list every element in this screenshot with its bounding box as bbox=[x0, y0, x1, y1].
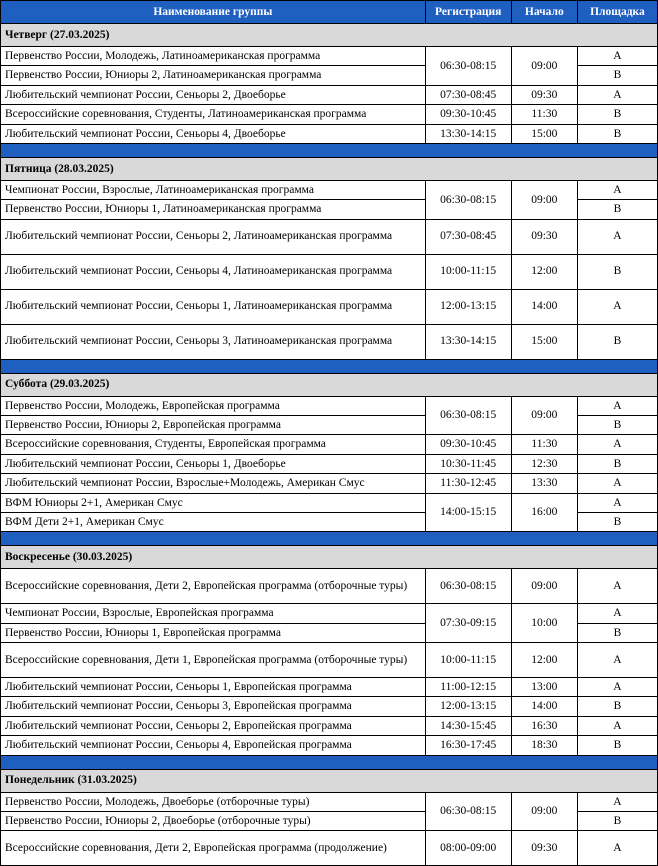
group-name-cell: Любительский чемпионат России, Сеньоры 2, Европейская программа bbox=[1, 716, 426, 735]
day-title: Воскресенье (30.03.2025) bbox=[1, 546, 658, 569]
table-row bbox=[1, 643, 658, 678]
table-row bbox=[1, 792, 658, 811]
table-row bbox=[1, 493, 658, 512]
start-time-cell: 09:30 bbox=[511, 219, 577, 254]
table-row bbox=[1, 105, 658, 124]
start-time-cell: 11:30 bbox=[511, 105, 577, 124]
group-name-cell: Первенство России, Молодежь, Латиноамериканская программа bbox=[1, 47, 426, 66]
floor-cell: B bbox=[577, 811, 657, 830]
floor-cell: A bbox=[577, 792, 657, 811]
floor-cell: A bbox=[577, 569, 657, 604]
group-name-cell: Первенство России, Юниоры 1, Латиноамериканская программа bbox=[1, 200, 426, 219]
registration-cell: 12:00-13:15 bbox=[425, 697, 511, 716]
start-time-cell: 12:00 bbox=[511, 643, 577, 678]
floor-cell: B bbox=[577, 736, 657, 755]
registration-cell: 06:30-08:15 bbox=[425, 569, 511, 604]
start-time-cell: 10:00 bbox=[511, 604, 577, 643]
floor-cell: B bbox=[577, 454, 657, 473]
start-time-cell: 09:00 bbox=[511, 396, 577, 435]
group-name-cell: Чемпионат России, Взрослые, Европейская программа bbox=[1, 604, 426, 623]
floor-cell: B bbox=[577, 324, 657, 359]
group-name-cell: Любительский чемпионат России, Сеньоры 4, Европейская программа bbox=[1, 736, 426, 755]
start-time-cell: 09:00 bbox=[511, 569, 577, 604]
table-row bbox=[1, 678, 658, 697]
start-time-cell: 13:00 bbox=[511, 678, 577, 697]
floor-cell: A bbox=[577, 643, 657, 678]
floor-cell: A bbox=[577, 219, 657, 254]
start-time-cell: 12:30 bbox=[511, 454, 577, 473]
registration-cell: 09:30-10:45 bbox=[425, 435, 511, 454]
registration-cell: 10:00-11:15 bbox=[425, 254, 511, 289]
group-name-cell: Всероссийские соревнования, Дети 2, Европейская программа (отборочные туры) bbox=[1, 569, 426, 604]
table-row bbox=[1, 604, 658, 623]
floor-cell: A bbox=[577, 180, 657, 199]
group-name-cell: Любительский чемпионат России, Сеньоры 3, Латиноамериканская программа bbox=[1, 324, 426, 359]
group-name-cell: Первенство России, Юниоры 2, Европейская программа bbox=[1, 416, 426, 435]
group-name-cell: Всероссийские соревнования, Дети 1, Европейская программа (отборочные туры) bbox=[1, 643, 426, 678]
floor-cell: A bbox=[577, 85, 657, 104]
table-row bbox=[1, 831, 658, 866]
registration-cell: 06:30-08:15 bbox=[425, 47, 511, 86]
header-start: Начало bbox=[511, 1, 577, 24]
floor-cell: B bbox=[577, 416, 657, 435]
floor-cell: A bbox=[577, 47, 657, 66]
start-time-cell: 16:00 bbox=[511, 493, 577, 532]
floor-cell: A bbox=[577, 474, 657, 493]
table-row bbox=[1, 716, 658, 735]
floor-cell: B bbox=[577, 697, 657, 716]
day-title: Пятница (28.03.2025) bbox=[1, 157, 658, 180]
table-body bbox=[1, 24, 658, 866]
header-registration: Регистрация bbox=[425, 1, 511, 24]
floor-cell: B bbox=[577, 66, 657, 85]
day-header-row bbox=[1, 769, 658, 792]
floor-cell: A bbox=[577, 604, 657, 623]
group-name-cell: Первенство России, Юниоры 2, Латиноамериканская программа bbox=[1, 66, 426, 85]
floor-cell: A bbox=[577, 435, 657, 454]
table-row bbox=[1, 396, 658, 415]
start-time-cell: 18:30 bbox=[511, 736, 577, 755]
day-title: Суббота (29.03.2025) bbox=[1, 373, 658, 396]
day-header-row bbox=[1, 24, 658, 47]
table-row bbox=[1, 85, 658, 104]
day-separator bbox=[1, 755, 658, 769]
floor-cell: B bbox=[577, 124, 657, 143]
table-row bbox=[1, 474, 658, 493]
group-name-cell: Первенство России, Юниоры 1, Европейская программа bbox=[1, 623, 426, 642]
group-name-cell: Любительский чемпионат России, Взрослые+Молодежь, Американ Смус bbox=[1, 474, 426, 493]
group-name-cell: Любительский чемпионат России, Сеньоры 4, Латиноамериканская программа bbox=[1, 254, 426, 289]
floor-cell: A bbox=[577, 396, 657, 415]
table-row bbox=[1, 124, 658, 143]
floor-cell: A bbox=[577, 678, 657, 697]
table-row bbox=[1, 569, 658, 604]
table-row bbox=[1, 736, 658, 755]
start-time-cell: 15:00 bbox=[511, 324, 577, 359]
registration-cell: 14:00-15:15 bbox=[425, 493, 511, 532]
day-separator-cell bbox=[1, 755, 658, 769]
group-name-cell: Любительский чемпионат России, Сеньоры 4, Двоеборье bbox=[1, 124, 426, 143]
group-name-cell: Всероссийские соревнования, Студенты, Латиноамериканская программа bbox=[1, 105, 426, 124]
floor-cell: B bbox=[577, 512, 657, 531]
table-row bbox=[1, 697, 658, 716]
group-name-cell: Первенство России, Юниоры 2, Двоеборье (отборочные туры) bbox=[1, 811, 426, 830]
table-row bbox=[1, 324, 658, 359]
day-header-row bbox=[1, 157, 658, 180]
registration-cell: 13:30-14:15 bbox=[425, 124, 511, 143]
group-name-cell: Любительский чемпионат России, Сеньоры 2, Двоеборье bbox=[1, 85, 426, 104]
day-separator-cell bbox=[1, 532, 658, 546]
registration-cell: 10:00-11:15 bbox=[425, 643, 511, 678]
start-time-cell: 16:30 bbox=[511, 716, 577, 735]
start-time-cell: 09:00 bbox=[511, 792, 577, 831]
registration-cell: 07:30-08:45 bbox=[425, 219, 511, 254]
registration-cell: 09:30-10:45 bbox=[425, 105, 511, 124]
start-time-cell: 13:30 bbox=[511, 474, 577, 493]
registration-cell: 06:30-08:15 bbox=[425, 792, 511, 831]
group-name-cell: Любительский чемпионат России, Сеньоры 3, Европейская программа bbox=[1, 697, 426, 716]
day-separator-cell bbox=[1, 143, 658, 157]
table-row bbox=[1, 219, 658, 254]
table-header bbox=[1, 1, 658, 24]
header-group-name: Наименование группы bbox=[1, 1, 426, 24]
group-name-cell: Любительский чемпионат России, Сеньоры 1, Европейская программа bbox=[1, 678, 426, 697]
registration-cell: 11:00-12:15 bbox=[425, 678, 511, 697]
registration-cell: 12:00-13:15 bbox=[425, 289, 511, 324]
group-name-cell: Чемпионат России, Взрослые, Латиноамериканская программа bbox=[1, 180, 426, 199]
start-time-cell: 14:00 bbox=[511, 697, 577, 716]
registration-cell: 07:30-09:15 bbox=[425, 604, 511, 643]
header-row bbox=[1, 1, 658, 24]
table-row bbox=[1, 435, 658, 454]
registration-cell: 14:30-15:45 bbox=[425, 716, 511, 735]
start-time-cell: 14:00 bbox=[511, 289, 577, 324]
start-time-cell: 09:00 bbox=[511, 180, 577, 219]
group-name-cell: Любительский чемпионат России, Сеньоры 1, Латиноамериканская программа bbox=[1, 289, 426, 324]
floor-cell: B bbox=[577, 254, 657, 289]
registration-cell: 06:30-08:15 bbox=[425, 396, 511, 435]
floor-cell: A bbox=[577, 716, 657, 735]
registration-cell: 10:30-11:45 bbox=[425, 454, 511, 473]
day-title: Четверг (27.03.2025) bbox=[1, 24, 658, 47]
group-name-cell: Первенство России, Молодежь, Двоеборье (отборочные туры) bbox=[1, 792, 426, 811]
group-name-cell: Любительский чемпионат России, Сеньоры 1, Двоеборье bbox=[1, 454, 426, 473]
registration-cell: 16:30-17:45 bbox=[425, 736, 511, 755]
floor-cell: A bbox=[577, 831, 657, 866]
start-time-cell: 11:30 bbox=[511, 435, 577, 454]
registration-cell: 11:30-12:45 bbox=[425, 474, 511, 493]
day-separator bbox=[1, 532, 658, 546]
group-name-cell: Первенство России, Молодежь, Европейская программа bbox=[1, 396, 426, 415]
floor-cell: B bbox=[577, 200, 657, 219]
day-header-row bbox=[1, 373, 658, 396]
day-title: Понедельник (31.03.2025) bbox=[1, 769, 658, 792]
header-floor: Площадка bbox=[577, 1, 657, 24]
day-separator bbox=[1, 359, 658, 373]
floor-cell: A bbox=[577, 289, 657, 324]
group-name-cell: ВФМ Дети 2+1, Американ Смус bbox=[1, 512, 426, 531]
start-time-cell: 12:00 bbox=[511, 254, 577, 289]
registration-cell: 13:30-14:15 bbox=[425, 324, 511, 359]
floor-cell: A bbox=[577, 493, 657, 512]
table-row bbox=[1, 454, 658, 473]
start-time-cell: 15:00 bbox=[511, 124, 577, 143]
registration-cell: 08:00-09:00 bbox=[425, 831, 511, 866]
floor-cell: B bbox=[577, 105, 657, 124]
registration-cell: 07:30-08:45 bbox=[425, 85, 511, 104]
table-row bbox=[1, 289, 658, 324]
group-name-cell: ВФМ Юниоры 2+1, Американ Смус bbox=[1, 493, 426, 512]
table-row bbox=[1, 47, 658, 66]
start-time-cell: 09:30 bbox=[511, 85, 577, 104]
registration-cell: 06:30-08:15 bbox=[425, 180, 511, 219]
group-name-cell: Всероссийские соревнования, Студенты, Европейская программа bbox=[1, 435, 426, 454]
table-row bbox=[1, 180, 658, 199]
floor-cell: B bbox=[577, 623, 657, 642]
table-row bbox=[1, 254, 658, 289]
day-header-row bbox=[1, 546, 658, 569]
group-name-cell: Любительский чемпионат России, Сеньоры 2, Латиноамериканская программа bbox=[1, 219, 426, 254]
start-time-cell: 09:30 bbox=[511, 831, 577, 866]
day-separator bbox=[1, 143, 658, 157]
group-name-cell: Всероссийские соревнования, Дети 2, Европейская программа (продолжение) bbox=[1, 831, 426, 866]
start-time-cell: 09:00 bbox=[511, 47, 577, 86]
day-separator-cell bbox=[1, 359, 658, 373]
